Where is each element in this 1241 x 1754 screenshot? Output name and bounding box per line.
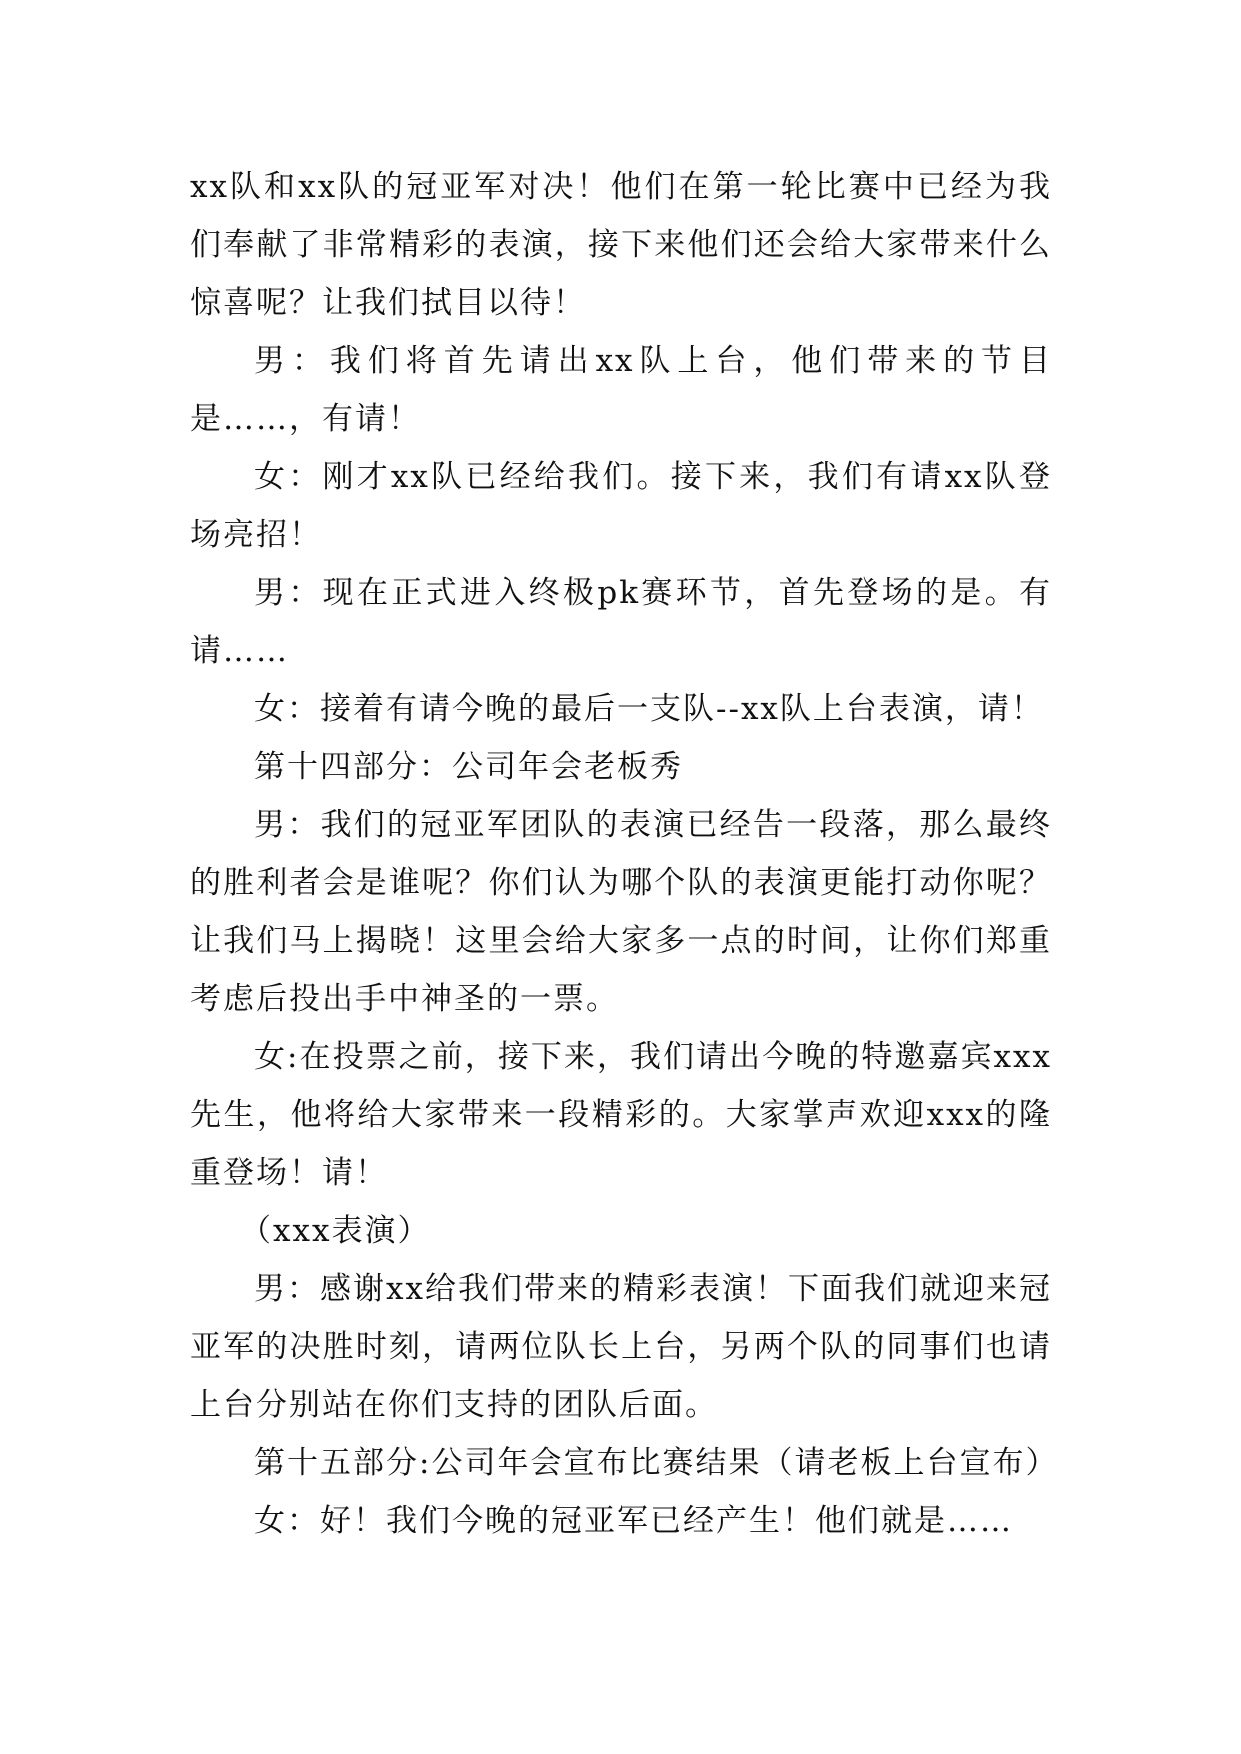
section-heading-14: 第十四部分：公司年会老板秀	[254, 749, 683, 785]
paragraph-female-4: 女：好！我们今晚的冠亚军已经产生！他们就是……	[254, 1503, 1013, 1539]
paragraph-male-1: 男：我们将首先请出xx队上台，他们带来的节目是……，有请！	[190, 343, 1052, 437]
paragraph-male-4: 男：感谢xx给我们带来的精彩表演！下面我们就迎来冠亚军的决胜时刻，请两位队长上台，另两个队的同事们也请上台分别站在你们支持的团队后面。	[190, 1271, 1052, 1423]
paragraph-female-1: 女：刚才xx队已经给我们。接下来，我们有请xx队登场亮招！	[190, 459, 1052, 553]
document-body	[190, 158, 1059, 1550]
stage-direction: （xxx表演）	[240, 1213, 431, 1249]
paragraph-female-3: 女:在投票之前，接下来，我们请出今晚的特邀嘉宾xxx先生，他将给大家带来一段精彩的。大家掌声欢迎xxx的隆重登场！请！	[190, 1039, 1052, 1191]
paragraph-male-3: 男：我们的冠亚军团队的表演已经告一段落，那么最终的胜利者会是谁呢？你们认为哪个队的表演更能打动你呢？让我们马上揭晓！这里会给大家多一点的时间，让你们郑重考虑后投出手中神圣的一票。	[190, 807, 1052, 1017]
paragraph-female-2: 女：接着有请今晚的最后一支队--xx队上台表演，请！	[254, 691, 1044, 727]
paragraph-male-2: 男：现在正式进入终极pk赛环节，首先登场的是。有请……	[190, 575, 1052, 669]
paragraph-intro: xx队和xx队的冠亚军对决！他们在第一轮比赛中已经为我们奉献了非常精彩的表演，接下来他们还会给大家带来什么惊喜呢？让我们拭目以待！	[190, 169, 1052, 321]
section-heading-15: 第十五部分:公司年会宣布比赛结果（请老板上台宣布）	[254, 1445, 1059, 1481]
